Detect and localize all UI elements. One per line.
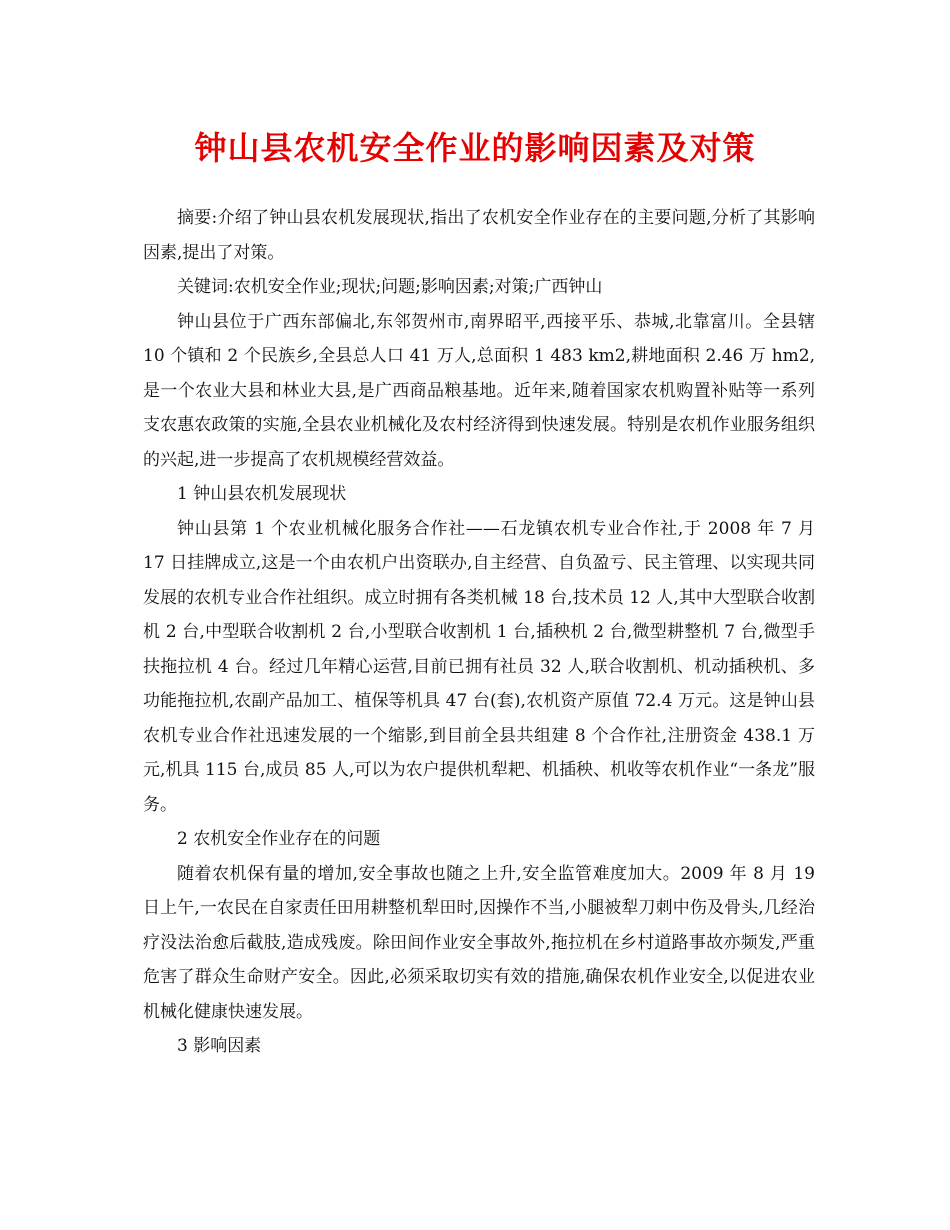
- section-2-paragraph: 随着农机保有量的增加,安全事故也随之上升,安全监管难度加大。2009 年 8 月 19 日上午,一农民在自家责任田用耕整机犁田时,因操作不当,小腿被犁刀刺中伤及骨头,几经治疗没法治愈后截肢,造成残废。除田间作业安全事故外,拖拉机在乡村道路事故亦频发,严重危害了群众生命财产安全。因此,必须采取切实有效的措施,确保农机作业安全,以促进农业机械化健康快速发展。: [143, 863, 815, 1022]
- section-heading-1: 1 钟山县农机发展现状: [177, 484, 347, 504]
- section-1-paragraph: 钟山县第 1 个农业机械化服务合作社——石龙镇农机专业合作社,于 2008 年 7 月 17 日挂牌成立,这是一个由农机户出资联办,自主经营、自负盈亏、民主管理、以实现共同发展的农机专业合作社组织。成立时拥有各类机械 18 台,技术员 12 人,其中大型联合收割机 2 台,中型联合收割机 2 台,小型联合收割机 1 台,插秧机 2 台,微型耕整机 7 台,微型手扶拖拉机 4 台。经过几年精心运营,目前已拥有社员 32 人,联合收割机、机动插秧机、多功能拖拉机,农副产品加工、植保等机具 47 台(套),农机资产原值 72.4 万元。这是钟山县农机专业合作社迅速发展的一个缩影,到目前全县共组建 8 个合作社,注册资金 438.1 万元,机具 115 台,成员 85 人,可以为农户提供机犁耙、机插秧、机收等农机作业“一条龙”服务。: [143, 518, 815, 815]
- keywords-paragraph: 关键词:农机安全作业;现状;问题;影响因素;对策;广西钟山: [177, 277, 603, 297]
- abstract-paragraph: 摘要:介绍了钟山县农机发展现状,指出了农机安全作业存在的主要问题,分析了其影响因素,提出了对策。: [143, 208, 815, 263]
- section-heading-2: 2 农机安全作业存在的问题: [177, 829, 381, 849]
- intro-paragraph: 钟山县位于广西东部偏北,东邻贺州市,南界昭平,西接平乐、恭城,北靠富川。全县辖 10 个镇和 2 个民族乡,全县总人口 41 万人,总面积 1 483 km2,耕地面积 2.46 万 hm2,是一个农业大县和林业大县,是广西商品粮基地。近年来,随着国家农机购置补贴等一系列支农惠农政策的实施,全县农业机械化及农村经济得到快速发展。特别是农机作业服务组织的兴起,进一步提高了农机规模经营效益。: [143, 311, 815, 470]
- section-heading-3: 3 影响因素: [177, 1036, 262, 1056]
- document-title: 钟山县农机安全作业的影响因素及对策: [194, 129, 756, 167]
- document-body: [143, 201, 815, 1064]
